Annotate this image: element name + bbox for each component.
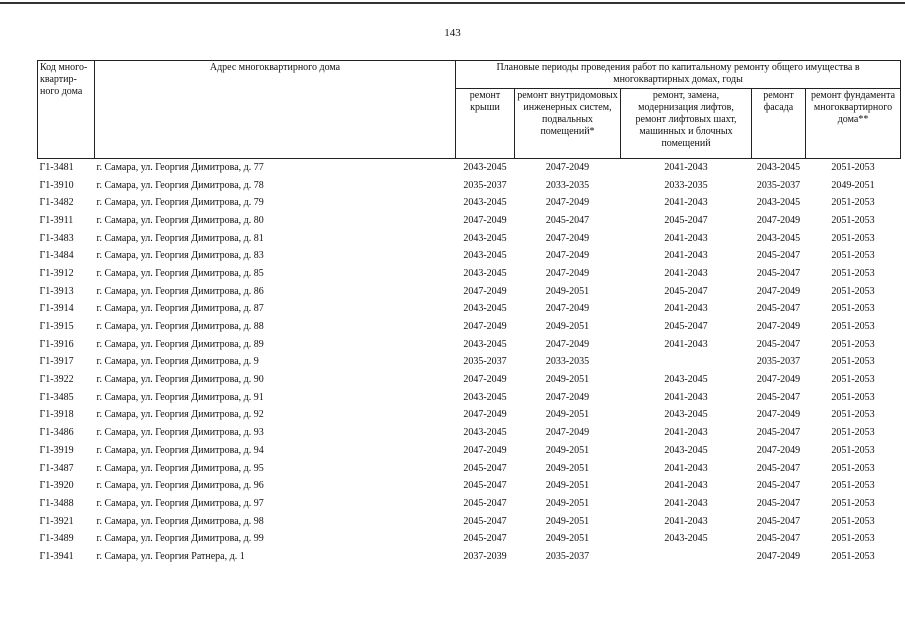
row-systems: 2049-2051 [545, 444, 590, 456]
row-systems: 2049-2051 [545, 462, 590, 474]
table-row [38, 247, 901, 265]
header-facade: ремонт фасада [752, 89, 806, 159]
row-foundation: 2051-2053 [831, 497, 875, 509]
table-row [38, 530, 901, 548]
row-systems: 2047-2049 [545, 303, 590, 315]
row-roof: 2037-2039 [463, 550, 507, 562]
table-row [38, 424, 901, 442]
row-roof: 2047-2049 [463, 409, 507, 421]
row-foundation: 2049-2051 [831, 179, 875, 191]
row-facade: 2045-2047 [756, 391, 801, 403]
row-elevators: 2043-2045 [664, 444, 708, 456]
row-roof: 2043-2045 [463, 391, 507, 403]
row-elevators: 2041-2043 [664, 338, 708, 350]
row-foundation: 2051-2053 [831, 321, 875, 333]
row-elevators: 2041-2043 [664, 462, 708, 474]
table-row [38, 230, 901, 248]
row-address: г. Самара, ул. Георгия Димитрова, д. 81 [96, 232, 264, 244]
row-facade: 2045-2047 [756, 497, 801, 509]
row-systems: 2049-2051 [545, 285, 590, 297]
row-code: Г1-3482 [39, 197, 74, 209]
row-address: г. Самара, ул. Георгия Димитрова, д. 97 [96, 497, 264, 509]
row-address: г. Самара, ул. Георгия Димитрова, д. 98 [96, 515, 264, 527]
table-row [38, 159, 901, 177]
table-row [38, 513, 901, 531]
row-elevators: 2041-2043 [664, 161, 708, 173]
row-elevators: 2043-2045 [664, 374, 708, 386]
row-elevators: 2041-2043 [664, 515, 708, 527]
row-address: г. Самара, ул. Георгия Димитрова, д. 93 [96, 427, 264, 439]
row-address: г. Самара, ул. Георгия Димитрова, д. 85 [96, 267, 264, 279]
row-systems: 2047-2049 [545, 267, 590, 279]
row-elevators: 2041-2043 [664, 303, 708, 315]
row-systems: 2035-2037 [545, 550, 590, 562]
row-facade: 2047-2049 [756, 409, 801, 421]
row-roof: 2047-2049 [463, 214, 507, 226]
row-code: Г1-3918 [39, 409, 74, 421]
row-foundation: 2051-2053 [831, 197, 875, 209]
row-address: г. Самара, ул. Георгия Димитрова, д. 79 [96, 197, 264, 209]
table-row [38, 477, 901, 495]
row-systems: 2033-2035 [545, 179, 590, 191]
page-number: 143 [444, 27, 461, 39]
row-systems: 2047-2049 [545, 197, 590, 209]
row-facade: 2047-2049 [756, 444, 801, 456]
row-address: г. Самара, ул. Георгия Димитрова, д. 99 [96, 533, 264, 545]
table-row [38, 336, 901, 354]
row-roof: 2045-2047 [463, 515, 507, 527]
row-code: Г1-3481 [39, 161, 74, 173]
table-row [38, 495, 901, 513]
row-roof: 2035-2037 [463, 356, 507, 368]
row-roof: 2043-2045 [463, 197, 507, 209]
row-facade: 2043-2045 [756, 197, 801, 209]
header-roof: ремонт крыши [456, 89, 515, 159]
header-code: Код много-квартир-ного дома [38, 61, 95, 159]
row-facade: 2045-2047 [756, 515, 801, 527]
row-facade: 2045-2047 [756, 533, 801, 545]
row-elevators: 2041-2043 [664, 391, 708, 403]
row-code: Г1-3487 [39, 462, 74, 474]
repair-schedule-table [37, 60, 901, 566]
row-foundation: 2051-2053 [831, 338, 875, 350]
row-facade: 2045-2047 [756, 303, 801, 315]
header-address: Адрес многоквартирного дома [95, 61, 456, 159]
row-code: Г1-3488 [39, 497, 74, 509]
row-systems: 2047-2049 [545, 427, 590, 439]
top-rule [0, 2, 905, 4]
row-facade: 2045-2047 [756, 338, 801, 350]
row-foundation: 2051-2053 [831, 356, 875, 368]
row-systems: 2047-2049 [545, 232, 590, 244]
row-facade: 2047-2049 [756, 374, 801, 386]
row-facade: 2045-2047 [756, 480, 801, 492]
row-address: г. Самара, ул. Георгия Димитрова, д. 87 [96, 303, 264, 315]
row-code: Г1-3483 [39, 232, 74, 244]
row-address: г. Самара, ул. Георгия Димитрова, д. 90 [96, 374, 264, 386]
row-foundation: 2051-2053 [831, 161, 875, 173]
row-code: Г1-3914 [39, 303, 74, 315]
row-foundation: 2051-2053 [831, 533, 875, 545]
row-systems: 2047-2049 [545, 338, 590, 350]
table-row [38, 212, 901, 230]
row-foundation: 2051-2053 [831, 515, 875, 527]
table-row [38, 548, 901, 566]
row-roof: 2045-2047 [463, 533, 507, 545]
row-address: г. Самара, ул. Георгия Димитрова, д. 88 [96, 321, 264, 333]
header-periods: Плановые периоды проведения работ по капитальному ремонту общего имущества в многоквартирных домах, годы [456, 61, 901, 89]
row-address: г. Самара, ул. Георгия Димитрова, д. 77 [96, 161, 264, 173]
row-elevators: 2041-2043 [664, 427, 708, 439]
row-code: Г1-3913 [39, 285, 74, 297]
row-elevators: 2045-2047 [664, 214, 708, 226]
row-address: г. Самара, ул. Георгия Димитрова, д. 9 [96, 356, 259, 368]
row-code: Г1-3910 [39, 179, 74, 191]
row-systems: 2049-2051 [545, 480, 590, 492]
row-facade: 2047-2049 [756, 285, 801, 297]
row-roof: 2045-2047 [463, 480, 507, 492]
row-foundation: 2051-2053 [831, 462, 875, 474]
row-address: г. Самара, ул. Георгия Димитрова, д. 95 [96, 462, 264, 474]
row-facade: 2047-2049 [756, 214, 801, 226]
row-roof: 2043-2045 [463, 303, 507, 315]
row-systems: 2047-2049 [545, 250, 590, 262]
row-code: Г1-3915 [39, 321, 74, 333]
row-elevators: 2033-2035 [664, 179, 708, 191]
row-facade: 2045-2047 [756, 250, 801, 262]
row-address: г. Самара, ул. Георгия Димитрова, д. 94 [96, 444, 264, 456]
row-elevators: 2043-2045 [664, 409, 708, 421]
row-elevators: 2041-2043 [664, 250, 708, 262]
row-address: г. Самара, ул. Георгия Димитрова, д. 86 [96, 285, 264, 297]
row-code: Г1-3484 [39, 250, 74, 262]
row-systems: 2049-2051 [545, 497, 590, 509]
row-roof: 2043-2045 [463, 267, 507, 279]
row-foundation: 2051-2053 [831, 303, 875, 315]
row-roof: 2047-2049 [463, 444, 507, 456]
row-systems: 2047-2049 [545, 161, 590, 173]
row-code: Г1-3916 [39, 338, 74, 350]
row-foundation: 2051-2053 [831, 480, 875, 492]
header-systems: ремонт внутридомовых инженерных систем, подвальных помещений* [515, 89, 621, 159]
row-elevators [621, 354, 752, 372]
row-elevators: 2041-2043 [664, 480, 708, 492]
row-code: Г1-3912 [39, 267, 74, 279]
row-roof: 2043-2045 [463, 338, 507, 350]
table-row [38, 460, 901, 478]
table-row [38, 283, 901, 301]
row-roof: 2043-2045 [463, 232, 507, 244]
row-roof: 2047-2049 [463, 285, 507, 297]
table-row [38, 301, 901, 319]
row-systems: 2049-2051 [545, 533, 590, 545]
header-foundation: ремонт фундамента многоквартирного дома** [806, 89, 901, 159]
row-roof: 2047-2049 [463, 321, 507, 333]
row-elevators: 2041-2043 [664, 232, 708, 244]
row-systems: 2049-2051 [545, 374, 590, 386]
row-address: г. Самара, ул. Георгия Димитрова, д. 83 [96, 250, 264, 262]
row-roof: 2043-2045 [463, 427, 507, 439]
row-code: Г1-3917 [39, 356, 74, 368]
row-elevators [621, 548, 752, 566]
row-foundation: 2051-2053 [831, 285, 875, 297]
row-roof: 2047-2049 [463, 374, 507, 386]
row-address: г. Самара, ул. Георгия Димитрова, д. 96 [96, 480, 264, 492]
row-elevators: 2041-2043 [664, 267, 708, 279]
table-body [38, 159, 901, 566]
row-foundation: 2051-2053 [831, 214, 875, 226]
row-roof: 2045-2047 [463, 497, 507, 509]
row-foundation: 2051-2053 [831, 550, 875, 562]
table-row [38, 442, 901, 460]
table-row [38, 389, 901, 407]
row-address: г. Самара, ул. Георгия Димитрова, д. 91 [96, 391, 264, 403]
table-row [38, 194, 901, 212]
row-foundation: 2051-2053 [831, 444, 875, 456]
row-address: г. Самара, ул. Георгия Димитрова, д. 89 [96, 338, 264, 350]
row-systems: 2045-2047 [545, 214, 590, 226]
row-code: Г1-3485 [39, 391, 74, 403]
row-facade: 2035-2037 [756, 179, 801, 191]
row-elevators: 2041-2043 [664, 197, 708, 209]
row-facade: 2045-2047 [756, 267, 801, 279]
row-foundation: 2051-2053 [831, 409, 875, 421]
row-facade: 2047-2049 [756, 550, 801, 562]
row-facade: 2047-2049 [756, 321, 801, 333]
row-elevators: 2041-2043 [664, 497, 708, 509]
row-foundation: 2051-2053 [831, 374, 875, 386]
header-elevators: ремонт, замена, модернизация лифтов, ремонт лифтовых шахт, машинных и блочных помещений [621, 89, 752, 159]
row-facade: 2035-2037 [756, 356, 801, 368]
table-row [38, 265, 901, 283]
row-code: Г1-3486 [39, 427, 74, 439]
row-code: Г1-3921 [39, 515, 74, 527]
row-facade: 2043-2045 [756, 232, 801, 244]
table-row [38, 407, 901, 425]
row-code: Г1-3922 [39, 374, 74, 386]
row-elevators: 2043-2045 [664, 533, 708, 545]
row-code: Г1-3911 [39, 214, 74, 226]
row-code: Г1-3919 [39, 444, 74, 456]
table-row [38, 371, 901, 389]
row-foundation: 2051-2053 [831, 250, 875, 262]
row-roof: 2043-2045 [463, 161, 507, 173]
row-foundation: 2051-2053 [831, 391, 875, 403]
table-row [38, 318, 901, 336]
row-foundation: 2051-2053 [831, 267, 875, 279]
row-code: Г1-3941 [39, 550, 74, 562]
row-systems: 2049-2051 [545, 321, 590, 333]
row-elevators: 2045-2047 [664, 285, 708, 297]
row-foundation: 2051-2053 [831, 232, 875, 244]
row-code: Г1-3489 [39, 533, 74, 545]
row-roof: 2045-2047 [463, 462, 507, 474]
row-systems: 2047-2049 [545, 391, 590, 403]
row-systems: 2049-2051 [545, 409, 590, 421]
row-facade: 2045-2047 [756, 427, 801, 439]
row-code: Г1-3920 [39, 480, 74, 492]
row-address: г. Самара, ул. Георгия Димитрова, д. 92 [96, 409, 264, 421]
row-foundation: 2051-2053 [831, 427, 875, 439]
row-systems: 2033-2035 [545, 356, 590, 368]
row-roof: 2035-2037 [463, 179, 507, 191]
row-address: г. Самара, ул. Георгия Димитрова, д. 78 [96, 179, 264, 191]
row-address: г. Самара, ул. Георгия Димитрова, д. 80 [96, 214, 264, 226]
row-facade: 2043-2045 [756, 161, 801, 173]
row-address: г. Самара, ул. Георгия Ратнера, д. 1 [96, 550, 245, 562]
table-row [38, 177, 901, 195]
row-facade: 2045-2047 [756, 462, 801, 474]
table-row [38, 354, 901, 372]
row-elevators: 2045-2047 [664, 321, 708, 333]
row-roof: 2043-2045 [463, 250, 507, 262]
row-systems: 2049-2051 [545, 515, 590, 527]
